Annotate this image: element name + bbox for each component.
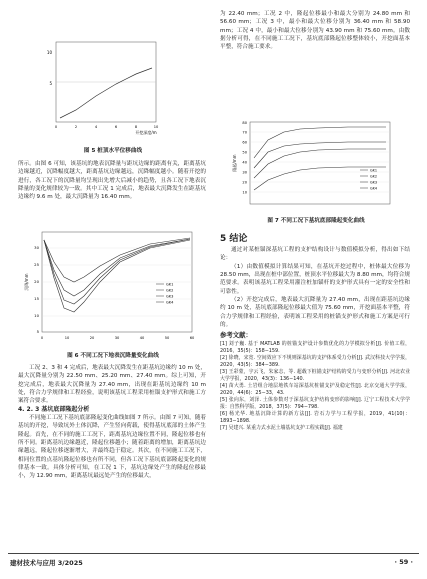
svg-text:5: 5 [49,81,52,86]
svg-text:GK3: GK3 [166,294,174,299]
right-column-top [220,10,410,52]
page-footer [8,553,419,574]
fig5-chart [38,10,188,142]
svg-text:20: 20 [242,180,247,185]
conclusion-heading: 5 结论 [220,234,248,244]
paragraph: 通过对某桩锚深基坑工程的支护结构设计与数值模拟分析，得出如下结论： [220,247,410,262]
svg-text:40: 40 [242,160,247,165]
left-column-bottom [18,364,206,481]
fig7-chart [228,118,408,214]
paragraph: （2）开挖完成后，地表最大沉降量为 27.40 mm，出现在距基坑边缘约 10 m 处，基坑底部隆起位移最大值为 75.60 mm，开挖面基本平整，符合力学规律和工程经验，表明该工程采用的桩锚支护形式和施工方案是可行的。 [220,297,410,329]
figure-7 [228,118,408,214]
conclusion-section [220,232,410,432]
svg-text:10: 10 [34,313,39,318]
fig5-caption: 图 5 桩顶水平位移曲线 [83,148,143,154]
svg-text:0: 0 [54,125,58,129]
fig6-legend [156,283,174,305]
reference-item: [3] 王彩蒙，宇云飞，朱家志，等. 超载下桩锚支护结构的受力与变形分析[J]. 河北农业大学学报，2020，43(3)：136−140. [220,369,410,383]
svg-text:GK4: GK4 [370,186,378,191]
fig7-series-gk2 [254,149,386,178]
fig5-series-line [60,68,152,118]
fig7-series-gk4 [254,127,386,158]
journal-name: 建材技术与应用 3/2025 [10,559,83,567]
section-heading-4-2-3: 4. 2. 3 基坑底部隆起分析 [18,405,90,413]
svg-text:30: 30 [34,245,39,250]
fig6-chart [20,222,208,350]
svg-text:沉降/mm: 沉降/mm [24,273,29,291]
svg-text:6: 6 [114,125,118,129]
svg-text:60: 60 [242,140,247,145]
paragraph: 不同施工工况下基坑底部隆起变化曲线如图 7 所示。由图 7 可知，随着基坑的开挖，导致坑外土体沉降，产生竖向荷载，使得基坑底部的土体产生隆起。首先，在不同的施工工况下，距离基坑边缘位置不同，隆起位移也有所不同。距离基坑边缘越近，隆起位移越小；随着距离的增加，距离基坑边缘越远，隆起位移逐渐增大，并最终趋于稳定。其次，在不同施工工况下，相同位置的点基坑隆起位移也有所不同，但各工况下基坑底部隆起变化的规律基本一致。具体分析可知，在工况 1 下，基坑边缘处产生的隆起位移最小，为 12.90 mm，距离基坑最远处产生的位移最大， [18,415,206,480]
svg-text:50: 50 [164,336,170,340]
fig6-caption: 图 6 不同工况下地表沉降量变化曲线 [67,353,159,359]
figure-6 [20,222,208,350]
svg-text:4: 4 [94,125,98,129]
left-column-top [18,160,206,202]
svg-text:10: 10 [64,336,70,340]
fig7-series-gk1 [254,167,386,190]
page-number: · 59 · [394,558,413,566]
references-list [220,341,410,432]
svg-text:50: 50 [242,150,247,155]
paragraph: 工况 2、3 和 4 完成后，地表最大沉降发生在距基坑边缘约 10 m 处，最大沉降量分别为 22.50 mm、25.20 mm、27.40 mm。综上可知，开挖完成后，地表最大沉降量为 27.40 mm，出现在距基坑边缘约 10 m 处，符合力学规律和工程经验，说明该基坑工程采用桩锚支护形式和施工方案符合要求。 [18,365,206,405]
svg-text:20: 20 [89,336,95,340]
svg-text:60: 60 [189,336,195,340]
svg-text:GK2: GK2 [370,174,378,179]
figure-5 [38,10,188,142]
svg-text:GK1: GK1 [370,168,378,173]
fig7-caption: 图 7 不同工况下基坑底部隆起变化曲线 [267,218,365,224]
svg-text:GK3: GK3 [370,180,378,185]
svg-text:GK4: GK4 [166,300,174,305]
reference-item: [4] 苗大勇. 土岩组合地层地铁车站深基坑桩锚支护及稳定性[J]. 北京交通大学学报，2020，44(6)：25−33，43. [220,383,410,397]
svg-text:70: 70 [242,130,247,135]
svg-text:隆起/mm: 隆起/mm [232,154,237,172]
svg-text:0: 0 [40,336,44,340]
reference-item: [1] 刘子巍. 基于 MATLAB 的桩锚支护设计参数优化的力学模拟分析[J]. 价值工程，2016，35(5)：158−159. [220,341,410,355]
svg-text:15: 15 [34,296,39,301]
fig7-series-gk3 [254,142,386,168]
svg-text:30: 30 [242,170,247,175]
svg-text:8: 8 [134,125,138,129]
fig7-legend [360,169,377,191]
svg-text:10: 10 [46,50,52,55]
svg-text:10: 10 [153,125,159,129]
svg-text:GK2: GK2 [166,288,174,293]
paragraph: 为 22.40 mm；工况 2 中，隆起位移最小和最大分别为 24.80 mm 和 56.60 mm；工况 3 中，最小和最大位移分别为 36.40 mm 和 58.90 mm；工况 4 中，最小和最大位移分别为 43.90 mm 和 75.60 mm。由数据分析可得，在不同施工工况下，基坑底部隆起位移整体较小，开挖面基本平整，符合施工要求。 [220,11,410,51]
reference-item: [2] 徐晓，宋宽. 空间效应下不规则深基坑的支护体系受力分析[J]. 武汉科技大学学报，2020，43(5)：384−389. [220,355,410,369]
references-heading: 参考文献： [220,331,252,340]
svg-text:5: 5 [36,329,39,334]
svg-text:10: 10 [242,190,247,195]
svg-text:30: 30 [114,336,120,340]
svg-text:25: 25 [34,262,39,267]
fig6-series-gk2 [44,239,190,296]
svg-text:80: 80 [242,121,247,125]
paragraph: 所示。由图 6 可知，该基坑的地表沉降量与距坑边缘的距离有关，距离基坑边缘越近，沉降幅度越大，距离基坑边缘越远，沉降幅度越小。随着开挖的进行，各工况下的沉降量均呈现出先增大后减小的趋势，且各工况下地表沉降量的变化规律较为一致。其中工况 1 完成后，地表最大沉降发生在距基坑边缘约 9.6 m 处，最大沉降量为 16.40 mm。 [18,161,206,201]
svg-text:20: 20 [34,279,39,284]
svg-text:GK1: GK1 [166,282,174,287]
svg-text:开挖深度/m: 开挖深度/m [135,130,157,135]
paragraph: （1）由数值模拟计算结果可知，在基坑开挖过程中，桩体最大位移为 28.50 mm，出现在桩中部位置，桩顶水平位移最大为 8.80 mm，均符合规范要求。表明该基坑工程采用灌注桩加锚杆的支护形式具有一定的安全性和可靠性。 [220,263,410,295]
reference-item: [5] 张向东，刘泽. 土体参数对于深基坑支护结构变形的影响[J]. 辽宁工程技术大学学报：自然科学版，2018，37(5)：794−798. [220,397,410,411]
reference-item: [6] 杨光华. 地基沉降计算的新方法[J]. 岩石力学与工程学报，2019，41(10)：1893−1898. [220,411,410,425]
svg-text:40: 40 [139,336,145,340]
reference-item: [7] 吴建兴. 某重力式水泥土墙基坑支护工程实践[J]. 福建 [220,425,343,432]
svg-text:2: 2 [74,125,78,129]
